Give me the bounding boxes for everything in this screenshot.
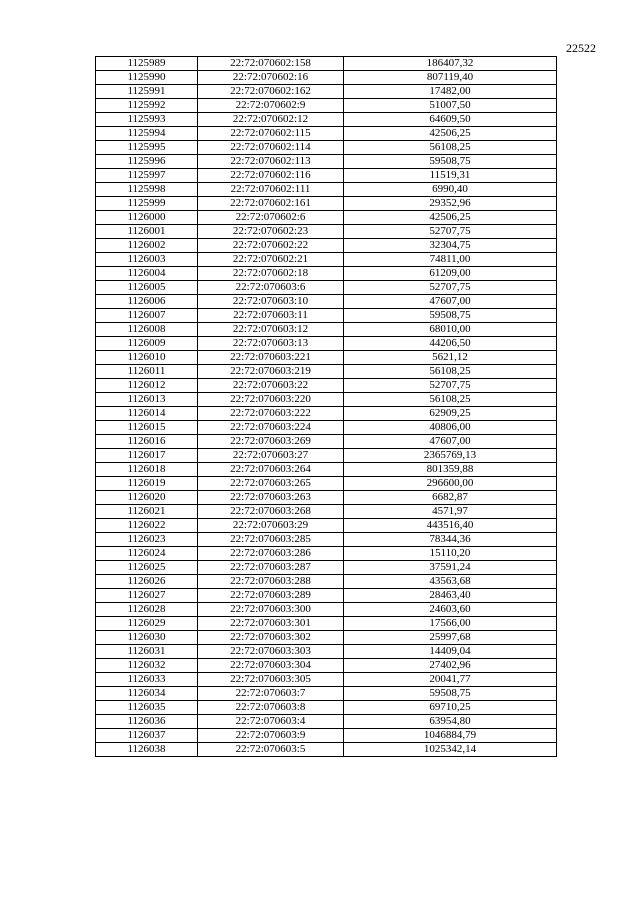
- record-number-cell: 1126027: [96, 589, 198, 603]
- cadastral-number-cell: 22:72:070602:162: [198, 85, 344, 99]
- cadastral-value-cell: 52707,75: [344, 225, 557, 239]
- cadastral-number-cell: 22:72:070602:111: [198, 183, 344, 197]
- table-row: [96, 449, 557, 463]
- cadastral-value-cell: 14409,04: [344, 645, 557, 659]
- table-row: [96, 645, 557, 659]
- table-row: [96, 155, 557, 169]
- cadastral-number-cell: 22:72:070603:7: [198, 687, 344, 701]
- cadastral-number-cell: 22:72:070603:219: [198, 365, 344, 379]
- cadastral-value-cell: 801359,88: [344, 463, 557, 477]
- cadastral-number-cell: 22:72:070602:158: [198, 57, 344, 71]
- table-row: [96, 589, 557, 603]
- cadastral-value-cell: 59508,75: [344, 155, 557, 169]
- cadastral-value-cell: 64609,50: [344, 113, 557, 127]
- table-row: [96, 617, 557, 631]
- cadastral-number-cell: 22:72:070602:115: [198, 127, 344, 141]
- cadastral-number-cell: 22:72:070603:287: [198, 561, 344, 575]
- cadastral-value-cell: 11519,31: [344, 169, 557, 183]
- table-row: [96, 295, 557, 309]
- cadastral-value-cell: 6682,87: [344, 491, 557, 505]
- record-number-cell: 1126021: [96, 505, 198, 519]
- cadastral-number-cell: 22:72:070603:224: [198, 421, 344, 435]
- record-number-cell: 1126026: [96, 575, 198, 589]
- table-row: [96, 239, 557, 253]
- cadastral-value-cell: 74811,00: [344, 253, 557, 267]
- table-row: [96, 673, 557, 687]
- cadastral-value-cell: 6990,40: [344, 183, 557, 197]
- record-number-cell: 1126036: [96, 715, 198, 729]
- cadastral-value-cell: 42506,25: [344, 127, 557, 141]
- cadastral-value-cell: 61209,00: [344, 267, 557, 281]
- cadastral-number-cell: 22:72:070603:285: [198, 533, 344, 547]
- record-number-cell: 1125991: [96, 85, 198, 99]
- cadastral-number-cell: 22:72:070603:263: [198, 491, 344, 505]
- cadastral-value-cell: 1046884,79: [344, 729, 557, 743]
- cadastral-number-cell: 22:72:070602:16: [198, 71, 344, 85]
- cadastral-number-cell: 22:72:070603:27: [198, 449, 344, 463]
- record-number-cell: 1126014: [96, 407, 198, 421]
- cadastral-number-cell: 22:72:070603:6: [198, 281, 344, 295]
- cadastral-number-cell: 22:72:070602:9: [198, 99, 344, 113]
- record-number-cell: 1126007: [96, 309, 198, 323]
- record-number-cell: 1125992: [96, 99, 198, 113]
- cadastral-value-cell: 15110,20: [344, 547, 557, 561]
- record-number-cell: 1126038: [96, 743, 198, 757]
- record-number-cell: 1126024: [96, 547, 198, 561]
- cadastral-value-cell: 186407,32: [344, 57, 557, 71]
- cadastral-number-cell: 22:72:070603:10: [198, 295, 344, 309]
- table-row: [96, 309, 557, 323]
- table-row: [96, 225, 557, 239]
- record-number-cell: 1126020: [96, 491, 198, 505]
- table-row: [96, 687, 557, 701]
- record-number-cell: 1125989: [96, 57, 198, 71]
- cadastral-value-cell: 29352,96: [344, 197, 557, 211]
- cadastral-value-cell: 69710,25: [344, 701, 557, 715]
- table-row: [96, 351, 557, 365]
- cadastral-value-cell: 78344,36: [344, 533, 557, 547]
- cadastral-number-cell: 22:72:070602:6: [198, 211, 344, 225]
- cadastral-number-cell: 22:72:070603:4: [198, 715, 344, 729]
- cadastral-number-cell: 22:72:070603:301: [198, 617, 344, 631]
- table-row: [96, 743, 557, 757]
- cadastral-value-cell: 2365769,13: [344, 449, 557, 463]
- cadastral-value-cell: 52707,75: [344, 281, 557, 295]
- record-number-cell: 1126001: [96, 225, 198, 239]
- record-number-cell: 1126011: [96, 365, 198, 379]
- cadastral-value-cell: 56108,25: [344, 365, 557, 379]
- cadastral-value-cell: 296600,00: [344, 477, 557, 491]
- cadastral-number-cell: 22:72:070603:289: [198, 589, 344, 603]
- cadastral-value-cell: 47607,00: [344, 295, 557, 309]
- record-number-cell: 1126006: [96, 295, 198, 309]
- cadastral-value-cell: 24603,60: [344, 603, 557, 617]
- cadastral-number-cell: 22:72:070602:21: [198, 253, 344, 267]
- record-number-cell: 1126017: [96, 449, 198, 463]
- cadastral-value-cell: 59508,75: [344, 687, 557, 701]
- cadastral-value-cell: 25997,68: [344, 631, 557, 645]
- record-number-cell: 1126025: [96, 561, 198, 575]
- record-number-cell: 1126037: [96, 729, 198, 743]
- table-row: [96, 701, 557, 715]
- table-row: [96, 421, 557, 435]
- cadastral-number-cell: 22:72:070602:12: [198, 113, 344, 127]
- table-row: [96, 435, 557, 449]
- cadastral-number-cell: 22:72:070602:116: [198, 169, 344, 183]
- cadastral-number-cell: 22:72:070602:113: [198, 155, 344, 169]
- table-row: [96, 197, 557, 211]
- cadastral-number-cell: 22:72:070603:11: [198, 309, 344, 323]
- record-number-cell: 1125998: [96, 183, 198, 197]
- cadastral-number-cell: 22:72:070603:12: [198, 323, 344, 337]
- registry-table-body: [96, 57, 557, 757]
- cadastral-value-cell: 17482,00: [344, 85, 557, 99]
- cadastral-value-cell: 63954,80: [344, 715, 557, 729]
- table-row: [96, 477, 557, 491]
- table-row: [96, 113, 557, 127]
- record-number-cell: 1126028: [96, 603, 198, 617]
- record-number-cell: 1126018: [96, 463, 198, 477]
- table-row: [96, 603, 557, 617]
- table-row: [96, 85, 557, 99]
- cadastral-number-cell: 22:72:070602:18: [198, 267, 344, 281]
- cadastral-value-cell: 5621,12: [344, 351, 557, 365]
- cadastral-number-cell: 22:72:070603:221: [198, 351, 344, 365]
- record-number-cell: 1126030: [96, 631, 198, 645]
- cadastral-value-cell: 42506,25: [344, 211, 557, 225]
- cadastral-value-cell: 20041,77: [344, 673, 557, 687]
- record-number-cell: 1126031: [96, 645, 198, 659]
- table-row: [96, 365, 557, 379]
- record-number-cell: 1126003: [96, 253, 198, 267]
- table-row: [96, 169, 557, 183]
- cadastral-number-cell: 22:72:070603:8: [198, 701, 344, 715]
- table-row: [96, 463, 557, 477]
- cadastral-value-cell: 51007,50: [344, 99, 557, 113]
- record-number-cell: 1126005: [96, 281, 198, 295]
- table-row: [96, 337, 557, 351]
- cadastral-number-cell: 22:72:070603:286: [198, 547, 344, 561]
- record-number-cell: 1125995: [96, 141, 198, 155]
- cadastral-number-cell: 22:72:070603:268: [198, 505, 344, 519]
- cadastral-number-cell: 22:72:070603:264: [198, 463, 344, 477]
- cadastral-number-cell: 22:72:070602:161: [198, 197, 344, 211]
- record-number-cell: 1126022: [96, 519, 198, 533]
- record-number-cell: 1126023: [96, 533, 198, 547]
- record-number-cell: 1125999: [96, 197, 198, 211]
- table-row: [96, 99, 557, 113]
- table-row: [96, 71, 557, 85]
- record-number-cell: 1126008: [96, 323, 198, 337]
- table-row: [96, 575, 557, 589]
- table-row: [96, 57, 557, 71]
- cadastral-number-cell: 22:72:070603:13: [198, 337, 344, 351]
- cadastral-value-cell: 56108,25: [344, 393, 557, 407]
- record-number-cell: 1126033: [96, 673, 198, 687]
- table-row: [96, 729, 557, 743]
- record-number-cell: 1126010: [96, 351, 198, 365]
- record-number-cell: 1126034: [96, 687, 198, 701]
- cadastral-number-cell: 22:72:070603:269: [198, 435, 344, 449]
- table-row: [96, 715, 557, 729]
- cadastral-value-cell: 62909,25: [344, 407, 557, 421]
- cadastral-number-cell: 22:72:070603:22: [198, 379, 344, 393]
- cadastral-value-cell: 27402,96: [344, 659, 557, 673]
- record-number-cell: 1126012: [96, 379, 198, 393]
- record-number-cell: 1125996: [96, 155, 198, 169]
- cadastral-number-cell: 22:72:070603:265: [198, 477, 344, 491]
- record-number-cell: 1126013: [96, 393, 198, 407]
- cadastral-value-cell: 56108,25: [344, 141, 557, 155]
- cadastral-number-cell: 22:72:070602:23: [198, 225, 344, 239]
- record-number-cell: 1125997: [96, 169, 198, 183]
- cadastral-number-cell: 22:72:070603:222: [198, 407, 344, 421]
- record-number-cell: 1125994: [96, 127, 198, 141]
- cadastral-value-cell: 59508,75: [344, 309, 557, 323]
- cadastral-number-cell: 22:72:070603:9: [198, 729, 344, 743]
- cadastral-value-cell: 47607,00: [344, 435, 557, 449]
- cadastral-number-cell: 22:72:070603:220: [198, 393, 344, 407]
- cadastral-number-cell: 22:72:070603:304: [198, 659, 344, 673]
- cadastral-number-cell: 22:72:070603:305: [198, 673, 344, 687]
- table-row: [96, 141, 557, 155]
- table-row: [96, 323, 557, 337]
- record-number-cell: 1126029: [96, 617, 198, 631]
- cadastral-value-cell: 1025342,14: [344, 743, 557, 757]
- cadastral-number-cell: 22:72:070603:29: [198, 519, 344, 533]
- cadastral-value-cell: 44206,50: [344, 337, 557, 351]
- table-row: [96, 519, 557, 533]
- cadastral-number-cell: 22:72:070603:303: [198, 645, 344, 659]
- cadastral-number-cell: 22:72:070602:114: [198, 141, 344, 155]
- record-number-cell: 1126019: [96, 477, 198, 491]
- table-row: [96, 281, 557, 295]
- table-row: [96, 505, 557, 519]
- cadastral-number-cell: 22:72:070603:5: [198, 743, 344, 757]
- table-row: [96, 267, 557, 281]
- record-number-cell: 1126016: [96, 435, 198, 449]
- record-number-cell: 1126002: [96, 239, 198, 253]
- record-number-cell: 1125993: [96, 113, 198, 127]
- table-row: [96, 561, 557, 575]
- cadastral-value-cell: 17566,00: [344, 617, 557, 631]
- table-row: [96, 183, 557, 197]
- table-row: [96, 211, 557, 225]
- record-number-cell: 1126035: [96, 701, 198, 715]
- record-number-cell: 1126000: [96, 211, 198, 225]
- table-row: [96, 491, 557, 505]
- cadastral-number-cell: 22:72:070603:302: [198, 631, 344, 645]
- table-row: [96, 393, 557, 407]
- page-number: 22522: [566, 41, 596, 55]
- table-row: [96, 659, 557, 673]
- record-number-cell: 1126015: [96, 421, 198, 435]
- table-row: [96, 379, 557, 393]
- table-row: [96, 547, 557, 561]
- cadastral-value-cell: 37591,24: [344, 561, 557, 575]
- table-row: [96, 407, 557, 421]
- cadastral-value-cell: 43563,68: [344, 575, 557, 589]
- cadastral-value-cell: 4571,97: [344, 505, 557, 519]
- cadastral-value-cell: 807119,40: [344, 71, 557, 85]
- cadastral-value-cell: 443516,40: [344, 519, 557, 533]
- cadastral-number-cell: 22:72:070603:288: [198, 575, 344, 589]
- table-row: [96, 253, 557, 267]
- cadastral-value-cell: 52707,75: [344, 379, 557, 393]
- record-number-cell: 1126004: [96, 267, 198, 281]
- cadastral-number-cell: 22:72:070602:22: [198, 239, 344, 253]
- cadastral-number-cell: 22:72:070603:300: [198, 603, 344, 617]
- cadastral-value-cell: 32304,75: [344, 239, 557, 253]
- table-row: [96, 631, 557, 645]
- cadastral-value-cell: 28463,40: [344, 589, 557, 603]
- table-row: [96, 127, 557, 141]
- record-number-cell: 1126009: [96, 337, 198, 351]
- record-number-cell: 1126032: [96, 659, 198, 673]
- registry-table: [95, 56, 557, 757]
- record-number-cell: 1125990: [96, 71, 198, 85]
- table-row: [96, 533, 557, 547]
- cadastral-value-cell: 40806,00: [344, 421, 557, 435]
- cadastral-value-cell: 68010,00: [344, 323, 557, 337]
